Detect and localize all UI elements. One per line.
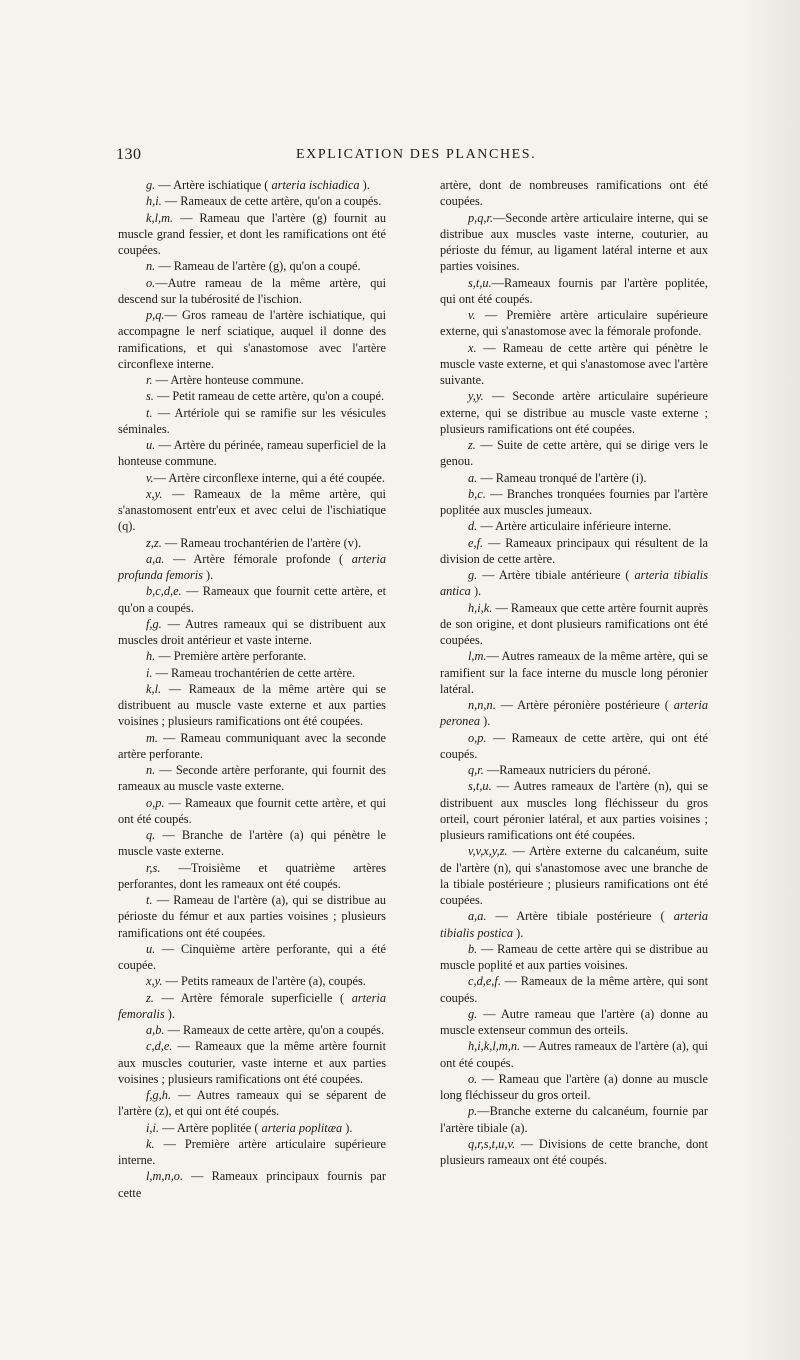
page-header: [116, 146, 716, 166]
entry-key: f,g.: [146, 616, 162, 631]
entry-text: — Rameaux que fournit cette artère, et qu'on a coupés.: [118, 584, 386, 615]
entry-key: n.: [146, 763, 156, 777]
entry-key: m.: [146, 730, 159, 745]
legend-entry: [118, 551, 386, 584]
entry-key: a.: [468, 470, 478, 485]
legend-entry: [118, 535, 386, 551]
entry-key: i,i.: [146, 1120, 160, 1135]
legend-entry: [118, 941, 386, 974]
entry-text: — Artère tibiale postérieure (: [486, 909, 674, 924]
latin-name: arteria tibialis postica: [440, 909, 708, 940]
entry-key: q,r,s,t,u,v.: [468, 1136, 516, 1151]
entry-text-end: ).: [470, 584, 482, 599]
entry-key: g.: [146, 178, 156, 192]
entry-text-end: ).: [164, 1006, 175, 1021]
entry-text: — Rameaux de cette artère, qu'on a coupés.: [161, 194, 382, 209]
entry-key: s.: [146, 389, 154, 404]
legend-entry: [118, 388, 386, 404]
entry-text: — Artère tibiale antérieure (: [477, 568, 635, 582]
legend-entry: [118, 1087, 386, 1120]
entry-text: — Rameaux principaux fournis par cette: [118, 1169, 386, 1200]
right-column: [440, 177, 708, 1168]
legend-entry: [440, 1006, 708, 1039]
legend-entry: [440, 778, 708, 843]
entry-text: — Artère poplitée (: [159, 1120, 262, 1135]
entry-text: — Rameau que l'artère (g) fournit au muscle grand fessier, et dont les ramifications ont été coupées.: [118, 210, 386, 257]
entry-text: — Rameau trochantérien de cette artère.: [152, 665, 356, 680]
entry-text: — Artère fémorale superficielle (: [153, 990, 352, 1005]
latin-name: arteria tibialis antica: [440, 568, 709, 599]
legend-entry: [440, 1103, 708, 1136]
entry-key: u.: [146, 941, 156, 956]
entry-key: o.: [468, 1071, 478, 1086]
entry-key: h,i,k.: [468, 600, 493, 615]
latin-name: arteria femoralis: [118, 990, 386, 1021]
entry-key: l,m.: [468, 649, 487, 664]
entry-text: — Suite de cette artère, qui se dirige vers le genou.: [440, 438, 708, 469]
legend-entry: [440, 1038, 708, 1071]
entry-text: — Branche de l'artère (a) qui pénètre le muscle vaste externe.: [118, 828, 386, 859]
entry-text: — Autres rameaux qui se distribuent aux muscles droit antérieur et vaste interne.: [118, 616, 386, 647]
legend-entry: [440, 973, 708, 1006]
entry-text: — Rameaux principaux qui résultent de la division de cette artère.: [440, 535, 708, 566]
entry-text: — Autres rameaux qui se séparent de l'artère (z), et qui ont été coupés.: [118, 1088, 386, 1119]
legend-entry: [440, 697, 708, 730]
entry-key: k,l,m.: [146, 210, 174, 225]
legend-entry: [440, 486, 708, 519]
entry-text: — Rameau de cette artère qui pénètre le muscle vaste externe, et qui s'anastomose avec l'artère suivante.: [440, 340, 708, 387]
entry-key: r,s.: [146, 860, 161, 875]
entry-text: — Rameaux de la même artère, qui sont coupés.: [440, 974, 708, 1005]
entry-key: i.: [146, 665, 153, 680]
entry-key: h.: [146, 649, 156, 664]
legend-entry: [118, 1168, 386, 1201]
page-edge-shadow: [742, 0, 800, 1360]
entry-text: — Première artère articulaire supérieure externe, qui s'anastomose avec la fémorale profonde.: [440, 308, 708, 339]
legend-entry: [440, 843, 708, 908]
entry-text: — Seconde artère perforante, qui fournit des rameaux au muscle vaste externe.: [118, 763, 386, 794]
entry-key: o.: [146, 275, 156, 290]
entry-text: — Rameau tronqué de l'artère (i).: [477, 470, 647, 485]
entry-text: — Rameau que l'artère (a) donne au muscle long fléchisseur du gros orteil.: [440, 1071, 708, 1102]
legend-entry: [440, 340, 708, 389]
entry-text: — Artère fémorale profonde (: [164, 551, 352, 566]
latin-name: arteria profunda femoris: [118, 551, 386, 582]
legend-entry: [440, 908, 708, 941]
entry-key: x,y.: [146, 974, 163, 989]
legend-entry: [440, 177, 708, 210]
legend-entry: [440, 941, 708, 974]
entry-key: r.: [146, 373, 153, 387]
entry-text: — Première artère perforante.: [155, 649, 307, 664]
legend-entry: [118, 405, 386, 438]
entry-key: b,c,d,e.: [146, 584, 182, 599]
legend-entry: [118, 470, 386, 486]
entry-key: c,d,e.: [146, 1039, 173, 1054]
legend-entry: [440, 437, 708, 470]
entry-key: f,g,h.: [146, 1088, 172, 1102]
entry-key: l,m,n,o.: [146, 1169, 184, 1184]
entry-key: z,z.: [146, 535, 162, 550]
legend-entry: [118, 437, 386, 470]
entry-text: — Rameau communiquant avec la seconde artère perforante.: [118, 730, 386, 761]
entry-text: —Troisième et quatrième artères perforantes, dont les rameaux ont été coupés.: [118, 860, 386, 891]
entry-text: — Artériole qui se ramifie sur les vésicules séminales.: [118, 405, 386, 436]
entry-key: n.: [146, 259, 156, 274]
entry-text: — Artère du périnée, rameau superficiel de la honteuse commune.: [118, 438, 386, 469]
entry-text: —Branche externe du calcanéum, fournie par l'artère tibiale (a).: [440, 1104, 708, 1135]
entry-text: — Autres rameaux de l'artère (n), qui se distribuent aux muscles long fléchisseur du gros orteil, court péronier latéral, et aux parties voisines ; plusieurs ramifications ont été coupées.: [440, 779, 708, 842]
legend-entry: [118, 973, 386, 989]
entry-key: p,q,r.: [468, 210, 494, 225]
entry-text: — Autre rameau que l'artère (a) donne au muscle extenseur commun des orteils.: [440, 1006, 708, 1037]
legend-entry: [118, 1022, 386, 1038]
entry-key: y,y.: [468, 389, 484, 404]
entry-key: o,p.: [468, 730, 487, 745]
legend-entry: [118, 372, 386, 388]
entry-text: — Rameaux que cette artère fournit auprès de son origine, et dont plusieurs ramifications ont été coupées.: [440, 600, 708, 647]
entry-key: v,v,x,y,z.: [468, 844, 508, 859]
legend-entry: [440, 535, 708, 568]
entry-key: g.: [468, 1006, 478, 1021]
entry-text: — Rameaux de la même artère, qui s'anastomosent entr'eux et avec celui de l'ischiatique (q).: [118, 486, 386, 534]
entry-text: — Rameaux de cette artère, qui ont été coupés.: [440, 730, 708, 761]
entry-text-end: ).: [342, 1120, 353, 1135]
legend-entry: [118, 275, 386, 308]
entry-key: n,n,n.: [468, 698, 496, 712]
legend-entry: [118, 892, 386, 941]
entry-text: — Gros rameau de l'artère ischiatique, qui accompagne le nerf sciatique, auquel il donne des ramifications, et qui s'anastomose avec l'artère circonflexe interne.: [118, 308, 386, 371]
entry-key: k.: [146, 1136, 155, 1151]
entry-key: x.: [468, 340, 477, 355]
legend-entry: [118, 210, 386, 259]
entry-key: x,y.: [146, 486, 163, 501]
entry-key: q,r.: [468, 763, 484, 777]
legend-entry: [440, 275, 708, 308]
legend-entry: [440, 1136, 708, 1169]
running-title: EXPLICATION DES PLANCHES.: [296, 147, 537, 162]
entry-text: — Rameaux que la même artère fournit aux muscles couturier, vaste interne et aux parties voisines ; plusieurs ramifications ont été coupées.: [118, 1039, 386, 1086]
legend-entry: [440, 210, 708, 275]
entry-text: — Autres rameaux de l'artère (a), qui ont été coupés.: [440, 1039, 708, 1070]
page-number: 130: [116, 146, 142, 163]
entry-text: — Artère externe du calcanéum, suite de l'artère (n), qui s'anastomose avec une branche de la tibiale postérieure ; plusieurs ramifications ont été coupées.: [440, 844, 708, 907]
latin-name: arteria poplitæa: [261, 1120, 343, 1135]
entry-key: z.: [468, 438, 476, 452]
entry-key: b,c.: [468, 486, 486, 501]
entry-text: — Petits rameaux de l'artère (a), coupés.: [162, 974, 366, 989]
entry-key: t.: [146, 405, 153, 420]
legend-entry: [118, 860, 386, 893]
entry-key: s,t,u.: [468, 779, 492, 794]
entry-text-end: ).: [513, 925, 524, 940]
entry-text: — Cinquième artère perforante, qui a été coupée.: [118, 941, 386, 972]
legend-entry: [118, 990, 386, 1023]
entry-text: —Rameaux nutriciers du péroné.: [483, 763, 651, 777]
entry-text: — Autres rameaux de la même artère, qui se ramifient sur la face interne du muscle long péronier latéral.: [440, 649, 708, 696]
legend-entry: [440, 388, 708, 437]
legend-entry: [440, 518, 708, 534]
entry-key: g.: [468, 568, 478, 582]
entry-text: — Rameau de cette artère qui se distribue au muscle poplité et aux parties voisines.: [440, 941, 708, 972]
entry-text: — Divisions de cette branche, dont plusieurs rameaux ont été coupés.: [440, 1136, 708, 1167]
entry-key: p.: [468, 1104, 478, 1119]
legend-entry: [440, 1071, 708, 1104]
legend-entry: [440, 470, 708, 486]
entry-key: a,a.: [146, 551, 165, 566]
legend-entry: [118, 486, 386, 535]
entry-key: e,f.: [468, 535, 484, 550]
entry-key: c,d,e,f.: [468, 974, 501, 989]
entry-text: — Artère péronière postérieure (: [495, 698, 674, 712]
entry-key: t.: [146, 893, 153, 907]
entry-text: — Branches tronquées fournies par l'artère poplitée aux muscles jumeaux.: [440, 486, 708, 517]
entry-key: h,i.: [146, 194, 162, 209]
entry-key: z.: [146, 990, 154, 1005]
entry-key: d.: [468, 519, 478, 534]
legend-entry: [118, 827, 386, 860]
entry-text: — Petit rameau de cette artère, qu'on a coupé.: [153, 389, 385, 404]
legend-entry: [118, 258, 386, 274]
legend-entry: [118, 1038, 386, 1087]
legend-entry: [440, 648, 708, 697]
latin-name: arteria ischiadica: [271, 178, 360, 192]
legend-entry: [118, 795, 386, 828]
entry-text: — Artère circonflexe interne, qui a été coupée.: [153, 470, 385, 485]
legend-entry: [440, 567, 708, 600]
entry-text: — Artère articulaire inférieure interne.: [477, 519, 672, 534]
entry-key: k,l.: [146, 681, 162, 696]
entry-text: — Rameaux de la même artère qui se distribuent au muscle vaste externe et aux parties voisines ; plusieurs ramifications ont été coupées.: [118, 681, 386, 729]
entry-key: v.: [146, 470, 154, 485]
entry-text: —Rameaux fournis par l'artère poplitée, qui ont été coupés.: [440, 275, 708, 306]
entry-text: — Rameaux de cette artère, qu'on a coupés.: [164, 1023, 385, 1037]
entry-key: s,t,u.: [468, 275, 492, 290]
entry-key: u.: [146, 438, 156, 452]
legend-entry: [440, 762, 708, 778]
legend-entry: [118, 193, 386, 209]
entry-key: h,i,k,l,m,n.: [468, 1039, 521, 1054]
entry-text: artère, dont de nombreuses ramifications ont été coupées.: [440, 178, 708, 209]
entry-key: v.: [468, 308, 476, 322]
legend-entry: [118, 681, 386, 730]
entry-text: —Seconde artère articulaire interne, qui se distribue aux muscles vaste interne, couturier, au périoste du fémur, au ligament latéral interne et aux parties voisines.: [440, 210, 708, 274]
legend-entry: [118, 730, 386, 763]
entry-key: p,q.: [146, 308, 165, 322]
entry-key: a,a.: [468, 909, 487, 924]
entry-text: —Autre rameau de la même artère, qui descend sur la tubérosité de l'ischion.: [118, 275, 386, 306]
entry-key: q.: [146, 828, 156, 842]
entry-text: — Rameau de l'artère (g), qu'on a coupé.: [155, 259, 361, 274]
entry-text: — Première artère articulaire supérieure interne.: [118, 1136, 386, 1167]
legend-entry: [118, 648, 386, 664]
legend-entry: [118, 177, 386, 193]
legend-entry: [440, 307, 708, 340]
entry-text: — Seconde artère articulaire supérieure externe, qui se distribue au muscle vaste externe ; plusieurs ramifications ont été coupées.: [440, 389, 708, 436]
entry-text: — Rameaux que fournit cette artère, et qui ont été coupés.: [118, 795, 386, 826]
legend-entry: [118, 762, 386, 795]
entry-key: a,b.: [146, 1023, 165, 1037]
legend-entry: [118, 307, 386, 372]
entry-key: o,p.: [146, 795, 165, 810]
legend-entry: [440, 730, 708, 763]
entry-text: — Rameau de l'artère (a), qui se distribue au périoste du fémur et aux parties voisines ; plusieurs ramifications ont été coupées.: [118, 893, 386, 940]
legend-entry: [118, 1120, 386, 1136]
legend-entry: [118, 1136, 386, 1169]
legend-entry: [118, 616, 386, 649]
legend-entry: [440, 600, 708, 649]
entry-key: b.: [468, 941, 478, 956]
legend-entry: [118, 583, 386, 616]
latin-name: arteria peronea: [440, 698, 708, 729]
entry-text: — Artère ischiatique (: [155, 178, 272, 192]
entry-text: — Artère honteuse commune.: [152, 373, 304, 387]
entry-text: — Rameau trochantérien de l'artère (v).: [161, 535, 362, 550]
entry-text-end: ).: [202, 568, 214, 582]
entry-text-end: ).: [359, 178, 370, 192]
left-column: [118, 177, 386, 1201]
legend-entry: [118, 665, 386, 681]
entry-text-end: ).: [480, 714, 491, 729]
